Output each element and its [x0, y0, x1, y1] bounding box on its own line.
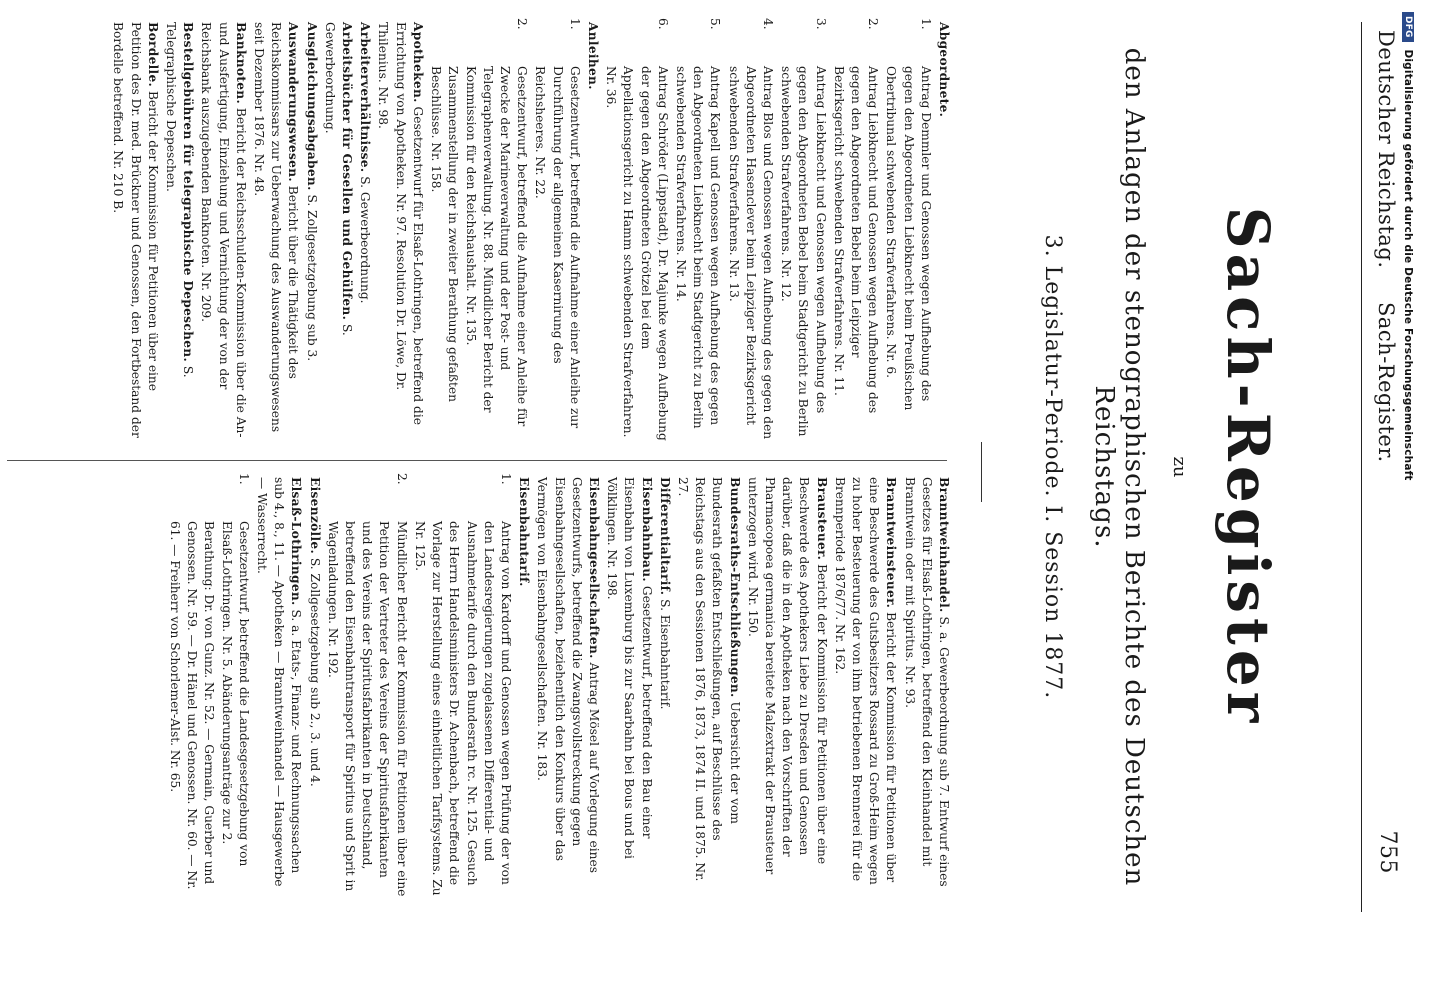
entry-heading: Bestellgebühren für telegraphische Depeschen. [181, 22, 196, 362]
entry-text: S. Zollgesetzgebung sub 3. [304, 194, 319, 362]
entry-number: 1. [236, 473, 251, 485]
entry-number: 2. [515, 18, 530, 30]
running-head-center: Sach-Register. [1374, 302, 1398, 463]
entry-heading: Anleihen. [585, 22, 600, 90]
entry-heading: Eisenbahnbau. [639, 477, 654, 582]
title-block [1040, 22, 1322, 912]
entry-number: 1. [498, 473, 513, 485]
entry-number: 5. [708, 18, 723, 30]
register-entry [109, 22, 161, 442]
title-rule [981, 442, 982, 502]
entry-heading: Eisenbahntarif. [517, 477, 532, 587]
entry-heading: Arbeitsbücher für Gesellen und Gehülfen. [340, 22, 355, 321]
register-entry [321, 22, 355, 442]
entry-heading: Elsaß-Lothringen. [289, 477, 304, 606]
entry-heading: Banknoten. [233, 22, 248, 104]
register-entry [427, 18, 530, 442]
entry-text: S. Telegraphische Depeschen. [164, 22, 196, 378]
register-entry [305, 477, 322, 897]
entry-text: Bericht der Kommission für Petitionen über eine Beschwerde des Apothekers Liebe zu Dresden und Genossen darüber, daß die in den Apotheken nach den Vorschriften der Pharmacopoea germanica bereitete Malzextrakt der Brausteuer unterzogen wird. Nr. 150. [745, 477, 829, 875]
entry-text: Gesetzentwurf für Elsaß-Lothringen, betreffend die Errichtung von Apotheken. Nr. 97. Resolution Dr. Löwe, Dr. Thilenius. Nr. 98. [376, 22, 425, 425]
register-entry [250, 22, 302, 442]
entry-heading: Branntweinsteuer. [884, 477, 899, 609]
entry-heading: Eisenzölle. [307, 477, 322, 555]
entry-heading: Branntweinhandel. [937, 477, 951, 613]
register-entry [531, 18, 583, 442]
entry-heading: Ausgleichungsabgaben. [304, 22, 319, 191]
register-entry [253, 477, 305, 897]
left-column [108, 18, 952, 442]
session-line: 3. Legislatur-Periode. I. Session 1877. [1040, 234, 1065, 700]
register-entry [533, 477, 602, 897]
subtitle: den Anlagen der stenographischen Berichte des Deutschen Reichstags. [1089, 47, 1149, 887]
entry-number: 2. [394, 473, 409, 485]
entry-number: 1. [567, 18, 582, 30]
page-content [2, 18, 1402, 912]
entry-text: Bericht der Kommission für Petitionen über eine Petition des Dr. med. Brückner und Genossen, den Fortbestand der Bordelle betreffend. Nr. 210 B. [111, 22, 160, 438]
register-entry [584, 22, 601, 442]
page-number: 755 [1375, 830, 1400, 874]
digitization-credit-text: Digitalisierung gefördert durch die Deutsche Forschungsgemeinschaft [1402, 49, 1414, 481]
entry-text: S. Gewerbeordnung. [322, 22, 355, 336]
register-entry [656, 477, 673, 897]
register-entry [411, 473, 514, 897]
register-entry [744, 477, 830, 897]
entry-text: S. Eisenbahntarif. [657, 599, 672, 710]
entry-text: Bericht über die Thätigkeit des Reichskommissars zur Ueberwachung des Auswanderungswesens seit Dezember 1876. Nr. 48. [252, 22, 301, 433]
entry-text: Uebersicht der vom Bundesrath gefaßten Entschließungen, auf Beschlüsse des Reichstags aus den Sessionen 1876, 1873, 1874 II. und 1875. Nr. 27. [675, 477, 742, 882]
register-entry [882, 18, 934, 442]
register-entry [830, 18, 882, 442]
entry-heading: Bordelle. [145, 22, 160, 88]
register-entry [672, 18, 724, 442]
entry-text: Bericht der Kommission für Petitionen über eine Beschwerde des Gutsbesitzers Rossard zu Groß-Heim wegen zu hoher Besteuerung der von ihm betriebenen Brennerei für die Brennperiode 1876/77. Nr. 162. [832, 477, 899, 885]
entry-text: Antrag Mösel auf Vorlegung eines Gesetzentwurfs, betreffend die Zwangsvollstreckung gegen Eisenbahngesellschaften, beziehentlich den Konkurs über das Vermögen von Eisenbahngesellschaften. Nr. 183. [535, 477, 601, 873]
entry-number: 6. [655, 18, 670, 30]
entry-text: Mündlicher Bericht der Kommission für Petitionen über eine Petition der Vertreter des Vereins der Spiritusfabrikanten und des Vereins der Spiritusfabrikanten in Deutschland, betreffend den Eisenbahntransport für Spiritus und Sprit in Wagenladungen. Nr. 192. [325, 521, 409, 897]
register-entry [374, 22, 426, 442]
running-head-left: Deutscher Reichstag. [1374, 30, 1398, 269]
register-entry [724, 18, 776, 442]
entry-heading: Apotheken. [410, 22, 425, 103]
register-entry [356, 22, 373, 442]
entry-text: Gesetzentwurf, betreffend die Aufnahme einer Anleihe zur Durchführung der allgemeinen Kasernirung des Reichsheeres. Nr. 22. [533, 66, 582, 429]
register-entry [302, 22, 319, 442]
entry-number: 3. [813, 18, 828, 30]
entry-text: Antrag Blos und Genossen wegen Aufhebung des gegen den Abgeordneten Hasenclever beim Leipziger Bezirksgericht schwebenden Strafverfahrens. Nr. 13. [726, 66, 775, 440]
running-head [1361, 22, 1402, 912]
entry-text: S. a. Etats-, Finanz- und Rechnungssachen sub 4., 8., 11. — Apotheken — Branntweinhandel — Hausgewerbe — Wasserrecht. [255, 477, 304, 887]
entry-heading: Auswanderungswesen. [286, 22, 301, 182]
entry-heading: Bundesraths-Entschließungen. [727, 477, 742, 698]
right-column [165, 473, 952, 897]
entry-text: S. Gewerbeordnung. [358, 176, 373, 304]
entry-text: Gesetzentwurf, betreffend den Bau einer Eisenbahn von Luxemburg bis zur Saarbahn bei Bous und bei Völklingen. Nr. 198. [605, 477, 654, 859]
entry-heading: Arbeiterverhältnisse. [358, 22, 373, 173]
entry-number: 2. [866, 18, 881, 30]
dfg-logo: DFG [1402, 12, 1414, 42]
entry-text: Bericht der Reichsschulden-Kommission über die An- und Ausfertigung, Einziehung und Vernichtung der von der Reichsbank auszugebenden Banknoten. Nr. 209. [199, 22, 248, 438]
entry-text: Antrag Kapell und Genossen wegen Aufhebung des gegen den Abgeordneten Liebknecht beim Stadtgericht zu Berlin schwebenden Strafverfahrens. Nr. 14. [673, 66, 723, 429]
entry-number: 4. [760, 18, 775, 30]
register-entry [162, 22, 196, 442]
register-entry [515, 477, 532, 897]
register-entry [166, 473, 252, 897]
entry-text: Antrag Schröder (Lippstadt), Dr. Majunke wegen Aufhebung der gegen den Abgeordneten Grötzel bei dem Appellationsgericht zu Hamm schwebenden Strafverfahren. Nr. 36. [604, 66, 670, 441]
entry-heading: Abgeordnete. [937, 22, 951, 118]
entry-number: 1. [918, 18, 933, 30]
entry-text: Antrag von Kardorff und Genossen wegen Prüfung der von den Landesregierungen zugelassenen Differential- und Ausnahmetarife durch den Bundesrath rc. Nr. 125. Gesuch des Herrn Handelsministers Dr. Achenbach, betreffend die Vorlage zur Herstellung eines einheitlichen Tarifsystems. Zu Nr. 125. [412, 521, 513, 896]
entry-text: S. Zollgesetzgebung sub 2., 3. und 4. [307, 557, 322, 787]
register-entry [900, 477, 952, 897]
entry-text: Gesetzentwurf, betreffend die Aufnahme einer Anleihe für Zwecke der Marineverwaltung und der Post- und Telegraphenverwaltung. Nr. 88. Mündlicher Bericht der Kommission für den Reichshaushalt. Nr. 135. Zusammenstellung der in zweiter Berathung gefaßten Beschlüsse. Nr. 158. [429, 66, 530, 427]
register-entry [831, 477, 900, 897]
register-entry [602, 18, 671, 442]
register-entry [935, 22, 952, 442]
entry-heading: Eisenbahngesellschaften. [586, 477, 601, 659]
main-title: Sach-Register [1214, 206, 1282, 728]
entry-text: S. a. Gewerbeordnung sub 7. Entwurf eines Gesetzes für Elsaß-Lothringen, betreffend den Kleinhandel mit Branntwein oder mit Spiritus. Nr. 93. [902, 477, 951, 887]
entry-text: Gesetzentwurf, betreffend die Landesgesetzgebung von Elsaß-Lothringen. Nr. 5. Abänderungsanträge zur 2. Berathung: Dr. von Gunz. Nr. 52. — Germain, Guerber und Genossen. Nr. 59. — Dr. Hänel und Genossen. Nr. 60. — Nr. 61. — Freiherr von Schorlemer-Alst. Nr. 65. [168, 521, 251, 890]
entry-text: Antrag Liebknecht und Genossen wegen Aufhebung des gegen den Abgeordneten Bebel beim Leipziger Bezirksgericht schwebenden Strafverfahrens. Nr. 11. [831, 66, 881, 414]
entry-heading: Brausteuer. [814, 477, 829, 561]
register-entry [674, 477, 743, 897]
entry-heading: Differentialtarif. [657, 477, 672, 596]
entry-text: Antrag Demmler und Genossen wegen Aufhebung des gegen den Abgeordneten Liebknecht beim Preußischen Obertribunal schwebenden Strafverfahrens. Nr. 6. [884, 66, 933, 411]
register-entry [324, 473, 410, 897]
register-entry [603, 477, 655, 897]
column-divider [7, 460, 947, 461]
register-entry [197, 22, 249, 442]
entry-text: Antrag Liebknecht und Genossen wegen Aufhebung des gegen den Abgeordneten Bebel beim Stadtgericht zu Berlin schwebenden Strafverfahrens. Nr. 12. [779, 66, 828, 437]
title-zu: zu [1169, 456, 1190, 478]
register-entry [777, 18, 829, 442]
